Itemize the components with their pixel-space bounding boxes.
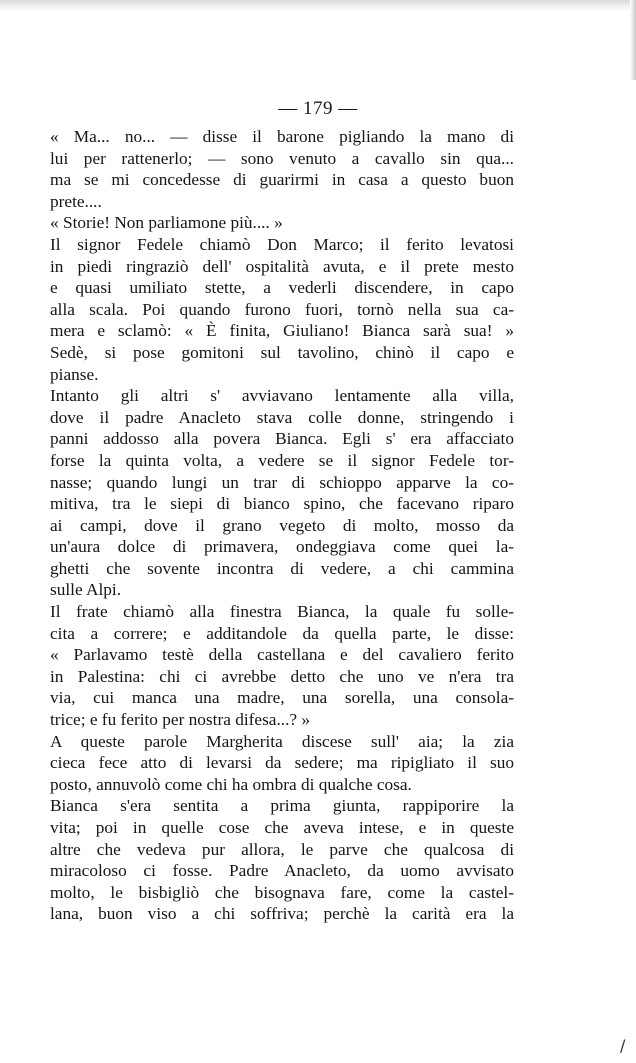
text-line: nasse; quando lungi un trar di schioppo apparve la co- <box>50 472 514 492</box>
text-line: in piedi ringraziò dell' ospitalità avuta, e il prete mesto <box>50 256 514 276</box>
text-line: « Parlavamo testè della castellana e del cavaliero ferito <box>50 645 514 665</box>
text-line: « Ma... no... — disse il barone pigliando la mano di <box>50 127 514 146</box>
body-text <box>50 126 514 925</box>
text-line: posto, annuvolò come chi ha ombra di qualche cosa. <box>50 774 412 794</box>
text-line: e quasi umiliato stette, a vederli discendere, in capo <box>50 278 514 298</box>
corner-mark: / <box>620 1036 626 1055</box>
text-line: dove il padre Anacleto stava colle donne, stringendo i <box>50 407 514 427</box>
text-line: pianse. <box>50 364 99 384</box>
text-line: alla scala. Poi quando furono fuori, tornò nella sua ca- <box>50 299 514 319</box>
page-top-edge-shadow <box>0 0 636 12</box>
text-line: un'aura dolce di primavera, ondeggiava come quei la- <box>50 537 514 557</box>
text-line: ma se mi concedesse di guarirmi in casa a questo buon <box>50 170 514 190</box>
text-line: Intanto gli altri s' avviavano lentamente alla villa, <box>50 386 514 406</box>
text-line: Il frate chiamò alla finestra Bianca, la quale fu solle- <box>50 602 514 622</box>
text-line: vita; poi in quelle cose che aveva intese, e in queste <box>50 818 514 837</box>
text-line: Il signor Fedele chiamò Don Marco; il ferito levatosi <box>50 234 514 254</box>
text-line: Sedè, si pose gomitoni sul tavolino, chinò il capo e <box>50 342 514 362</box>
text-line: cieca fece atto di levarsi da sedere; ma ripigliato il suo <box>50 753 514 773</box>
text-line: altre che vedeva pur allora, le parve che qualcosa di <box>50 839 514 859</box>
text-line: miracoloso ci fosse. Padre Anacleto, da uomo avvisato <box>50 861 514 881</box>
text-line: lana, buon viso a chi soffriva; perchè la carità era la <box>50 904 514 924</box>
text-line: A queste parole Margherita discese sull' aia; la zia <box>50 731 514 751</box>
text-line: prete.... <box>50 191 102 211</box>
text-line: via, cui manca una madre, una sorella, una consola- <box>50 688 514 708</box>
text-line: mitiva, tra le siepi di bianco spino, che facevano riparo <box>50 494 514 514</box>
text-line: lui per rattenerlo; — sono venuto a cavallo sin qua... <box>50 148 514 168</box>
page-number: — 179 — <box>278 98 358 119</box>
text-line: mera e sclamò: « È finita, Giuliano! Bianca sarà sua! » <box>50 321 514 341</box>
text-line: sulle Alpi. <box>50 580 122 600</box>
text-line: ghetti che sovente incontra di vedere, a chi cammina <box>50 558 514 578</box>
text-line: forse la quinta volta, a vedere se il signor Fedele tor- <box>50 450 514 470</box>
text-line: in Palestina: chi ci avrebbe detto che uno ve n'era tra <box>50 666 514 686</box>
text-line: cita a correre; e additandole da quella parte, le disse: <box>50 623 514 643</box>
text-line: ai campi, dove il grano vegeto di molto, mosso da <box>50 515 514 535</box>
page-right-edge-shadow <box>630 0 636 80</box>
text-line: Bianca s'era sentita a prima giunta, rappiporire la <box>50 796 514 816</box>
text-line: « Storie! Non parliamone più.... » <box>50 213 283 233</box>
text-line: trice; e fu ferito per nostra difesa...? » <box>50 710 311 730</box>
text-line: molto, le bisbigliò che bisognava fare, come la castel- <box>50 882 514 902</box>
text-line: panni addosso alla povera Bianca. Egli s' era affacciato <box>50 429 514 449</box>
